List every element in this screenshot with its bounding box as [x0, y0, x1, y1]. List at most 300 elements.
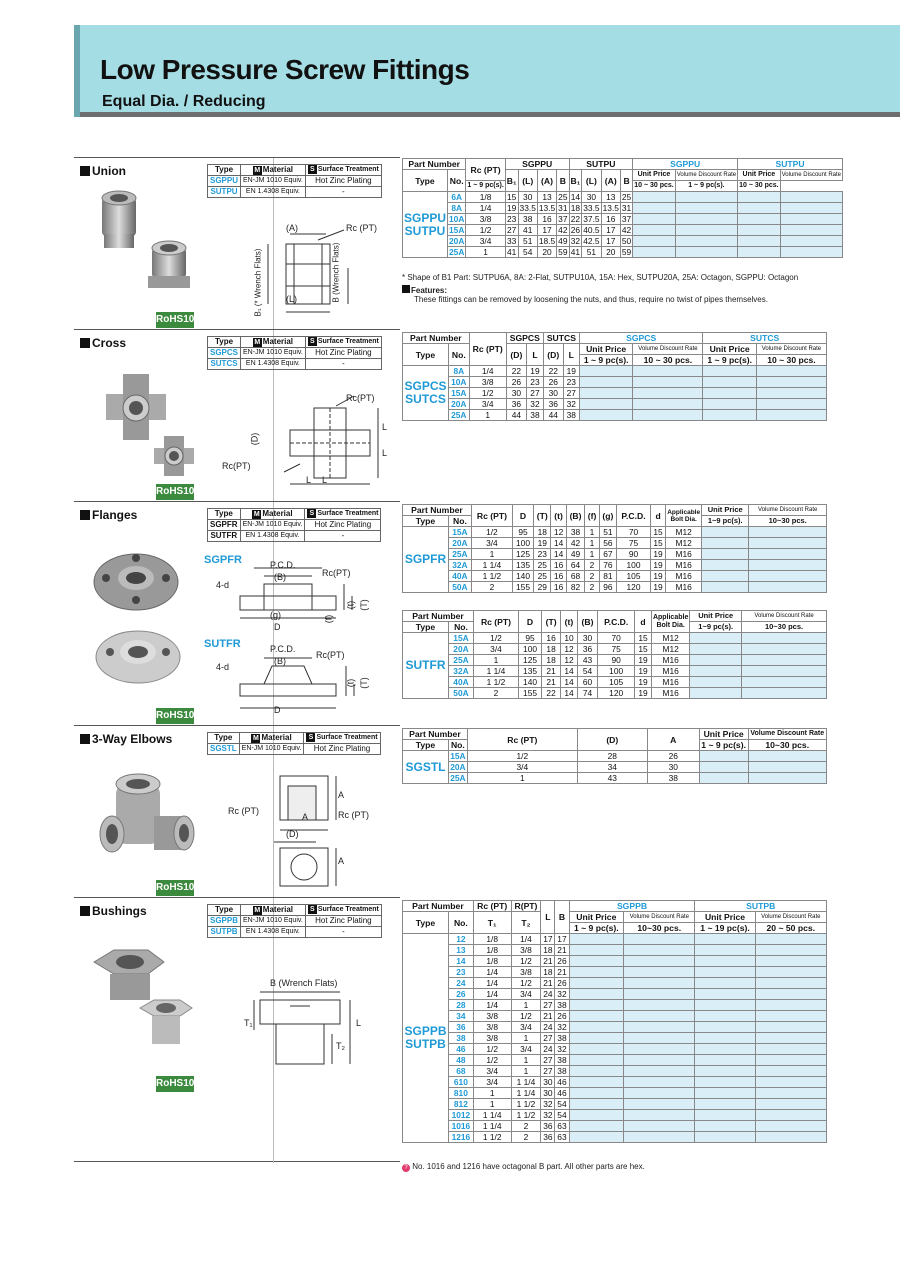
value-cell: 42 [621, 225, 632, 235]
value-cell: 24 [541, 1044, 555, 1055]
header-cell: Part Number [403, 159, 466, 170]
price-cell [742, 633, 827, 644]
value-cell: 26 [647, 751, 699, 762]
value-cell: 22 [570, 214, 581, 224]
value-cell: 30 [543, 388, 563, 399]
s-box-icon: S [307, 509, 316, 518]
union-features-text: These fittings can be removed by loosening the nuts, and thus, require no twist of pipes themselves. [414, 295, 768, 304]
value-cell: 27 [541, 1066, 555, 1077]
value-cell: 30 [582, 192, 601, 203]
price-cell [675, 203, 737, 214]
value-cell: 49 [566, 549, 585, 560]
value-cell: 29 [534, 582, 551, 593]
value-cell: 21 [541, 1011, 555, 1022]
header-cell: d [650, 505, 665, 527]
value-cell: 17 [601, 225, 620, 236]
table-row [403, 751, 827, 762]
cross-section [74, 329, 400, 501]
value-cell: 23 [563, 377, 579, 388]
header-cell: (D) [543, 344, 563, 366]
value-cell: 1 1/2 [471, 571, 512, 582]
material-cell: EN-JM 1010 Equiv. [241, 916, 306, 927]
price-cell [633, 366, 703, 377]
price-cell [749, 582, 827, 593]
value-cell: 30 [541, 1077, 555, 1088]
price-cell [755, 978, 826, 989]
value-cell: 19 [635, 655, 652, 666]
value-cell: 16 [537, 214, 556, 225]
value-cell: 1/2 [466, 225, 505, 236]
value-cell: 1/2 [471, 527, 512, 538]
sutfr-label: SUTFR [204, 638, 241, 650]
table-row [403, 236, 843, 247]
table-row [403, 571, 827, 582]
header-cell: Rc (PT) [467, 729, 577, 751]
bushings-table-body [403, 934, 827, 1143]
rohs-badge: RoHS10 [156, 484, 194, 500]
value-cell: 30 [577, 633, 597, 644]
header-cell: B [557, 170, 569, 192]
value-cell: 3/4 [469, 399, 506, 410]
table-row [403, 1077, 827, 1088]
header-cell: M Material [241, 905, 306, 916]
value-cell: 63 [555, 1121, 569, 1132]
table-row [403, 1000, 827, 1011]
price-cell [755, 1000, 826, 1011]
header-cell: Volume Discount Rate [675, 170, 737, 181]
header-cell: (T) [534, 505, 551, 527]
value-cell: 54 [555, 1110, 569, 1121]
price-cell [748, 762, 827, 773]
price-cell [749, 571, 827, 582]
value-cell: 38 [555, 1055, 569, 1066]
value-cell: 49 [558, 236, 568, 246]
table-row [403, 666, 827, 677]
value-cell: 23 [527, 377, 544, 388]
header-cell: Volume Discount Rate [624, 912, 695, 923]
value-cell: 81 [599, 571, 616, 582]
type-cell: SGSTL [403, 751, 449, 784]
price-cell [569, 934, 624, 945]
price-cell [738, 225, 781, 236]
part-no-cell: 610 [449, 1077, 474, 1088]
header-cell: Volume Discount Rate [755, 912, 826, 923]
value-cell: 54 [577, 666, 597, 677]
bushings-note: ? No. 1016 and 1216 have octagonal B part. All other parts are hex. [402, 1162, 645, 1172]
cross-drawing [270, 402, 390, 492]
price-cell [780, 192, 842, 203]
part-no-cell: 1012 [449, 1110, 474, 1121]
dim-label: 4-d [216, 662, 230, 672]
header-cell: (B) [566, 505, 585, 527]
square-bullet-icon [80, 734, 90, 744]
value-cell: 41 [507, 247, 517, 257]
header-cell: 1 ~ 9 pc(s). [675, 181, 737, 192]
price-cell [755, 1132, 826, 1143]
value-cell: 41 [570, 247, 581, 257]
price-cell [702, 549, 749, 560]
dim-label: (A) [286, 223, 298, 233]
header-cell: B₁ [569, 170, 582, 192]
value-cell: 17 [555, 934, 569, 945]
value-cell: 3/4 [471, 538, 512, 549]
header-cell: M Material [239, 733, 304, 744]
header-cell: M Material [240, 509, 305, 520]
part-no-cell: 13 [449, 945, 474, 956]
value-cell: 2 [511, 1121, 541, 1132]
price-cell [675, 225, 737, 236]
price-cell [738, 192, 781, 203]
part-no-cell: 26 [449, 989, 474, 1000]
header-cell: Unit Price [695, 912, 755, 923]
value-cell: M12 [651, 633, 689, 644]
value-cell: 1/4 [469, 366, 506, 377]
value-cell: 51 [518, 236, 537, 247]
value-cell: 16 [551, 582, 566, 593]
flanges-section [74, 501, 400, 725]
value-cell: 18.5 [538, 236, 556, 246]
sutfr-table-body [403, 633, 827, 699]
price-cell [695, 1110, 755, 1121]
value-cell: 96 [599, 582, 616, 593]
value-cell: 31 [621, 203, 632, 213]
header-cell: D [518, 611, 541, 633]
dim-label: T₂ [336, 1041, 345, 1051]
value-cell: 16 [601, 214, 620, 225]
value-cell: 2 [511, 1132, 541, 1143]
value-cell: 19 [650, 560, 665, 571]
sgpfr-label: SGPFR [204, 554, 242, 566]
value-cell: 70 [617, 527, 651, 538]
price-cell [702, 538, 749, 549]
price-cell [569, 989, 624, 1000]
surface-cell: Hot Zinc Plating [305, 176, 381, 187]
dim-label: Rc (PT) [228, 806, 259, 816]
header-cell: SUTCS [543, 333, 579, 344]
dim-label: Rc(PT) [322, 568, 351, 578]
value-cell: 19 [527, 366, 544, 377]
flanges-material-table [207, 508, 381, 542]
part-no-cell: 810 [449, 1088, 474, 1099]
value-cell: M16 [651, 666, 689, 677]
header-cell: Applicable Bolt Dia. [666, 505, 702, 527]
value-cell: 1 [511, 1066, 541, 1077]
header-cell: Rc (PT) [471, 505, 512, 527]
header-cell: M Material [241, 165, 306, 176]
header-cell: S Surface Treatment [305, 509, 381, 520]
table-row [403, 633, 827, 644]
price-cell [780, 214, 842, 225]
price-cell [738, 214, 781, 225]
value-cell: 26 [543, 377, 563, 388]
value-cell: 36 [541, 1121, 555, 1132]
header-cell: Unit Price [738, 170, 781, 181]
part-no-cell: 32A [449, 666, 474, 677]
value-cell: 23 [507, 214, 517, 224]
value-cell: 25 [534, 560, 551, 571]
header-cell: Unit Price [569, 912, 624, 923]
part-no-cell: 20A [449, 399, 470, 410]
part-no-cell: 25A [449, 549, 472, 560]
bushings-material-table [207, 904, 382, 938]
value-cell: 2 [585, 582, 599, 593]
price-cell [633, 236, 676, 247]
value-cell: 1/4 [473, 989, 511, 1000]
value-cell: 3/4 [511, 1044, 541, 1055]
value-cell: 14 [561, 677, 578, 688]
value-cell: 1 1/2 [511, 1099, 541, 1110]
price-cell [633, 399, 703, 410]
value-cell: 1/4 [473, 978, 511, 989]
value-cell: 32 [555, 1022, 569, 1033]
dim-label: P.C.D. [270, 560, 296, 570]
header-cell: 1~9 pc(s). [690, 622, 742, 633]
header-cell: Unit Price [633, 170, 676, 181]
header-cell: S Surface Treatment [305, 337, 381, 348]
dim-label: B (Wrench Flats) [270, 978, 338, 988]
price-cell [624, 1099, 695, 1110]
header-cell: L [563, 344, 579, 366]
part-no-cell: 50A [449, 688, 474, 699]
value-cell: 18 [541, 967, 555, 978]
value-cell: 135 [518, 666, 541, 677]
part-no-cell: 68 [449, 1066, 474, 1077]
dim-label: (L) [286, 294, 297, 304]
value-cell: 67 [599, 549, 616, 560]
price-cell [702, 571, 749, 582]
price-cell [695, 1044, 755, 1055]
value-cell: 2 [471, 582, 512, 593]
value-cell: 95 [512, 527, 533, 538]
value-cell: 25 [621, 192, 632, 202]
value-cell: 38 [527, 410, 544, 421]
dim-label: B (Wrench Flats) [331, 242, 341, 303]
price-cell [695, 967, 755, 978]
header-cell: d [635, 611, 652, 633]
header-cell: SGPCS [579, 333, 703, 344]
price-cell [699, 751, 748, 762]
surface-cell: - [305, 359, 381, 370]
value-cell: 43 [577, 773, 647, 784]
value-cell: 63 [555, 1132, 569, 1143]
header-cell: Type [403, 740, 449, 751]
table-row [403, 377, 827, 388]
part-no-cell: 25A [449, 410, 470, 421]
price-cell [756, 388, 826, 399]
value-cell: 38 [555, 1000, 569, 1011]
header-cell: B₁ [505, 170, 518, 192]
value-cell: M12 [666, 538, 702, 549]
price-cell [633, 203, 676, 214]
price-cell [748, 751, 827, 762]
dim-label: (t) [345, 678, 356, 688]
value-cell: 43 [577, 655, 597, 666]
price-cell [742, 644, 827, 655]
dim-label: 4-d [216, 580, 230, 590]
part-no-cell: 40A [449, 571, 472, 582]
value-cell: 21 [541, 978, 555, 989]
dim-label: Rc (PT) [338, 810, 369, 820]
price-cell [624, 956, 695, 967]
type-cell: SUTCS [208, 359, 241, 370]
price-cell [579, 366, 633, 377]
price-cell [755, 1110, 826, 1121]
header-cell: 10~30 pcs. [749, 516, 827, 527]
table-row [403, 399, 827, 410]
header-cell: SGPPU [633, 159, 738, 170]
value-cell: 32 [570, 236, 581, 246]
price-cell [695, 945, 755, 956]
price-cell [569, 1066, 624, 1077]
value-cell: M12 [651, 644, 689, 655]
value-cell: 16 [551, 571, 566, 582]
value-cell: 46 [555, 1077, 569, 1088]
cross-photo [94, 366, 204, 476]
value-cell: 26 [555, 1011, 569, 1022]
dim-label: (g) [270, 610, 281, 620]
value-cell: 12 [551, 527, 566, 538]
value-cell: 3/8 [473, 1022, 511, 1033]
surface-cell: Hot Zinc Plating [305, 348, 381, 359]
price-cell [569, 1110, 624, 1121]
header-cell: Volume Discount Rate [749, 505, 827, 516]
dim-label: T₁ [244, 1018, 253, 1028]
value-cell: 12 [561, 655, 578, 666]
price-cell [695, 1088, 755, 1099]
value-cell: 95 [518, 633, 541, 644]
table-row [403, 560, 827, 571]
price-cell [695, 1077, 755, 1088]
header-cell: 1 ~ 9 pc(s). [699, 740, 748, 751]
header-cell: Unit Price [699, 729, 748, 740]
price-cell [749, 560, 827, 571]
caution-icon: ? [402, 1164, 410, 1172]
value-cell: 100 [617, 560, 651, 571]
header-cell: 10~30 pcs. [748, 740, 827, 751]
value-cell: 27 [507, 225, 517, 235]
header-cell: Type [403, 622, 449, 633]
price-cell [742, 677, 827, 688]
price-cell [675, 247, 737, 258]
value-cell: 1/4 [473, 967, 511, 978]
part-no-cell: 812 [449, 1099, 474, 1110]
type-cell: SGPFR [403, 527, 449, 593]
part-no-cell: 34 [449, 1011, 474, 1022]
square-bullet-icon [80, 166, 90, 176]
value-cell: 3/4 [473, 1066, 511, 1077]
header-cell: Unit Price [703, 344, 757, 355]
header-cell: S Surface Treatment [305, 905, 381, 916]
cross-table-body [403, 366, 827, 421]
surface-cell: Hot Zinc Plating [305, 916, 381, 927]
value-cell: M16 [651, 655, 689, 666]
part-no-cell: 38 [449, 1033, 474, 1044]
material-cell: EN 1.4308 Equiv. [241, 187, 306, 198]
value-cell: 59 [558, 247, 568, 257]
value-cell: 13 [537, 192, 556, 203]
value-cell: 1/2 [473, 1055, 511, 1066]
header-cell: (B) [577, 611, 597, 633]
header-cell: T₁ [473, 912, 511, 934]
price-cell [624, 1132, 695, 1143]
value-cell: 14 [551, 538, 566, 549]
cross-title: Cross [80, 336, 126, 350]
value-cell: 125 [518, 655, 541, 666]
value-cell: 27 [541, 1033, 555, 1044]
part-no-cell: 20A [449, 644, 474, 655]
value-cell: 32 [555, 1044, 569, 1055]
material-cell: EN-JM 1010 Equiv. [239, 744, 304, 755]
sutfr-table [402, 610, 827, 699]
part-no-cell: 48 [449, 1055, 474, 1066]
type-cell: SUTFR [403, 633, 449, 699]
part-no-cell: 1016 [449, 1121, 474, 1132]
table-row [403, 247, 843, 258]
value-cell: 19 [534, 538, 551, 549]
value-cell: M16 [666, 549, 702, 560]
header-cell: Type [208, 337, 241, 348]
price-cell [690, 666, 742, 677]
flanges-title: Flanges [80, 508, 137, 522]
value-cell: 1 1/4 [511, 1077, 541, 1088]
header-cell: 1 ~ 9 pc(s). [579, 355, 633, 366]
price-cell [690, 677, 742, 688]
price-cell [569, 1044, 624, 1055]
value-cell: 19 [650, 571, 665, 582]
value-cell: 3/4 [511, 989, 541, 1000]
price-cell [695, 934, 755, 945]
dim-label: (B) [274, 656, 286, 666]
header-cell: 10~30 pcs. [742, 622, 827, 633]
header-stripe [74, 25, 80, 117]
price-cell [699, 773, 748, 784]
value-cell: 31 [558, 203, 568, 213]
dim-label: Rc(PT) [316, 650, 345, 660]
price-cell [633, 214, 676, 225]
value-cell: 14 [570, 192, 581, 202]
type-cell: SGPPU SUTPU [403, 192, 448, 258]
header-cell: L [527, 344, 544, 366]
price-cell [633, 410, 703, 421]
price-cell [633, 192, 676, 203]
price-cell [569, 1033, 624, 1044]
price-cell [742, 666, 827, 677]
sutfr-drawing [234, 652, 394, 712]
value-cell: 38 [563, 410, 579, 421]
table-row [403, 945, 827, 956]
header-cell: Type [208, 509, 241, 520]
value-cell: 1/8 [473, 934, 511, 945]
header-cell: S Surface Treatment [304, 733, 380, 744]
price-cell [569, 1099, 624, 1110]
header-cell: Type [403, 912, 449, 934]
price-cell [624, 1044, 695, 1055]
header-cell: D [512, 505, 533, 527]
part-no-cell: 15A [450, 751, 466, 761]
value-cell: 14 [561, 688, 578, 699]
value-cell: 38 [555, 1066, 569, 1077]
value-cell: 60 [577, 677, 597, 688]
value-cell: 25 [534, 571, 551, 582]
value-cell: 1 1/4 [471, 560, 512, 571]
header-cell: (t) [561, 611, 578, 633]
dim-label: L [382, 448, 388, 458]
price-cell [695, 1055, 755, 1066]
header-cell: SGPPU [505, 159, 569, 170]
dim-label: (f) [323, 614, 334, 624]
part-no-cell: 1216 [449, 1132, 474, 1143]
union-note: * Shape of B1 Part: SUTPU6A, 8A: 2-Flat, SUTPU10A, 15A: Hex, SUTPU20A, 25A: Octagon, SGPPU: Octagon [402, 273, 799, 282]
